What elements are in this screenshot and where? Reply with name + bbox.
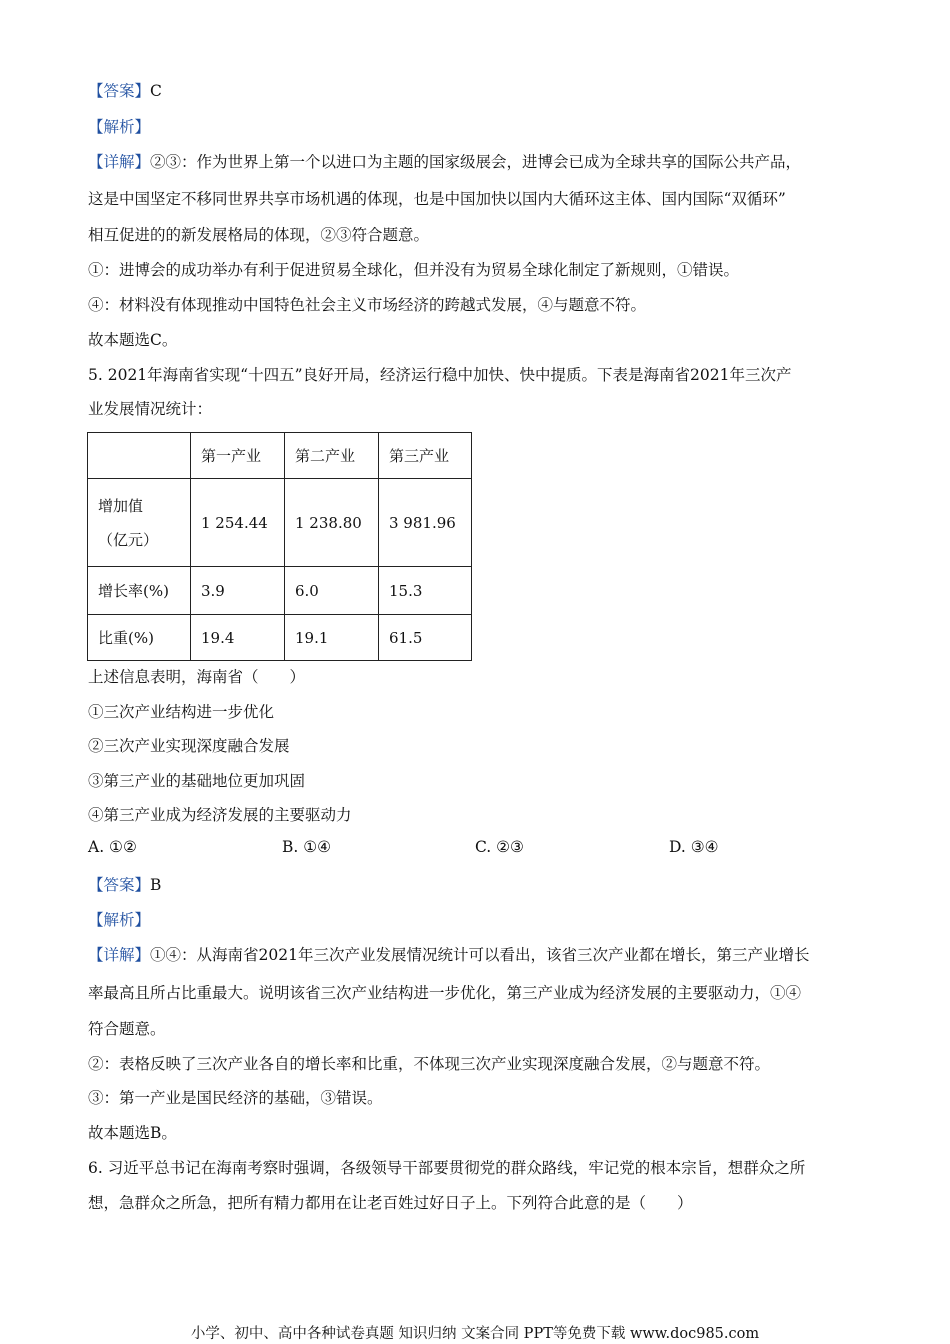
q5-analysis-label: 【解析】 [88, 911, 151, 929]
detail-label: 【详解】 [88, 153, 151, 171]
q6-stem-line1: 6. 习近平总书记在海南考察时强调，各级领导干部要贯彻党的群众路线，牢记党的根本宗旨，想群众之所 [88, 1159, 806, 1177]
option-b[interactable]: B. ①④ [282, 838, 332, 856]
industry-table [87, 432, 472, 661]
answer-value: C [150, 82, 162, 100]
q5-prompt: 上述信息表明，海南省（ ） [88, 668, 306, 686]
table-header-cell: 第三产业 [379, 433, 472, 479]
table-cell: 19.4 [191, 615, 285, 661]
q4-answer [88, 80, 162, 102]
q5-para-2: ②：表格反映了三次产业各自的增长率和比重，不体现三次产业实现深度融合发展，②与题意不符。 [88, 1055, 771, 1073]
q6-stem-line2: 想，急群众之所急，把所有精力都用在让老百姓过好日子上。下列符合此意的是（ ） [88, 1194, 693, 1212]
q5-item-1: ①三次产业结构进一步优化 [88, 703, 275, 721]
answer-label: 【答案】 [88, 876, 151, 894]
table-row-label: 增长率(%) [88, 567, 191, 615]
q5-detail-line3: 符合题意。 [88, 1020, 166, 1038]
q4-detail-line1: 【详解】②③：作为世界上第一个以进口为主题的国家级展会，进博会已成为全球共享的国际公共产品， [88, 153, 802, 171]
table-row [88, 615, 472, 661]
table-cell: 1 254.44 [191, 479, 285, 567]
table-cell: 15.3 [379, 567, 472, 615]
q5-detail-line2: 率最高且所占比重最大。说明该省三次产业结构进一步优化，第三产业成为经济发展的主要驱动力，①④ [88, 984, 802, 1002]
q4-detail-line3: 相互促进的的新发展格局的体现，②③符合题意。 [88, 226, 430, 244]
q5-stem-line1: 5. 2021年海南省实现“十四五”良好开局，经济运行稳中加快、快中提质。下表是海南省2021年三次产 [88, 366, 792, 384]
table-row [88, 479, 472, 567]
table-cell: 1 238.80 [285, 479, 379, 567]
q5-item-3: ③第三产业的基础地位更加巩固 [88, 772, 306, 790]
q4-para-4: ④：材料没有体现推动中国特色社会主义市场经济的跨越式发展，④与题意不符。 [88, 296, 647, 314]
q5-options [88, 838, 808, 860]
table-cell: 3.9 [191, 567, 285, 615]
q4-analysis-label: 【解析】 [88, 118, 151, 136]
table-cell: 61.5 [379, 615, 472, 661]
table-cell: 19.1 [285, 615, 379, 661]
q4-para-1: ①：进博会的成功举办有利于促进贸易全球化，但并没有为贸易全球化制定了新规则，①错误。 [88, 261, 740, 279]
detail-label: 【详解】 [88, 946, 151, 964]
table-row-label: 比重(%) [88, 615, 191, 661]
page-footer[interactable]: 小学、初中、高中各种试卷真题 知识归纳 文案合同 PPT等免费下载 www.doc985.com [190, 1326, 760, 1342]
q5-item-4: ④第三产业成为经济发展的主要驱动力 [88, 806, 352, 824]
answer-value: B [150, 876, 162, 894]
q5-item-2: ②三次产业实现深度融合发展 [88, 737, 290, 755]
q5-conclusion: 故本题选B。 [88, 1124, 177, 1142]
q5-para-3: ③：第一产业是国民经济的基础，③错误。 [88, 1089, 383, 1107]
q5-stem-line2: 业发展情况统计： [88, 400, 213, 418]
q4-detail-line2: 这是中国坚定不移同世界共享市场机遇的体现，也是中国加快以国内大循环这主体、国内国际“双循环” [88, 190, 786, 208]
table-header-cell: 第二产业 [285, 433, 379, 479]
option-a[interactable]: A. ①② [88, 838, 137, 856]
table-header-cell: 第一产业 [191, 433, 285, 479]
table-row [88, 567, 472, 615]
q4-conclusion: 故本题选C。 [88, 331, 178, 349]
table-cell: 6.0 [285, 567, 379, 615]
table-row-label: 增加值 （亿元） [88, 479, 191, 567]
option-c[interactable]: C. ②③ [475, 838, 524, 856]
option-d[interactable]: D. ③④ [669, 838, 719, 856]
q5-answer [88, 874, 161, 896]
table-header-cell [88, 433, 191, 479]
q5-detail-line1: 【详解】①④：从海南省2021年三次产业发展情况统计可以看出，该省三次产业都在增长，第三产业增长 [88, 946, 810, 964]
answer-label: 【答案】 [88, 82, 151, 100]
table-header-row [88, 433, 472, 479]
table-cell: 3 981.96 [379, 479, 472, 567]
